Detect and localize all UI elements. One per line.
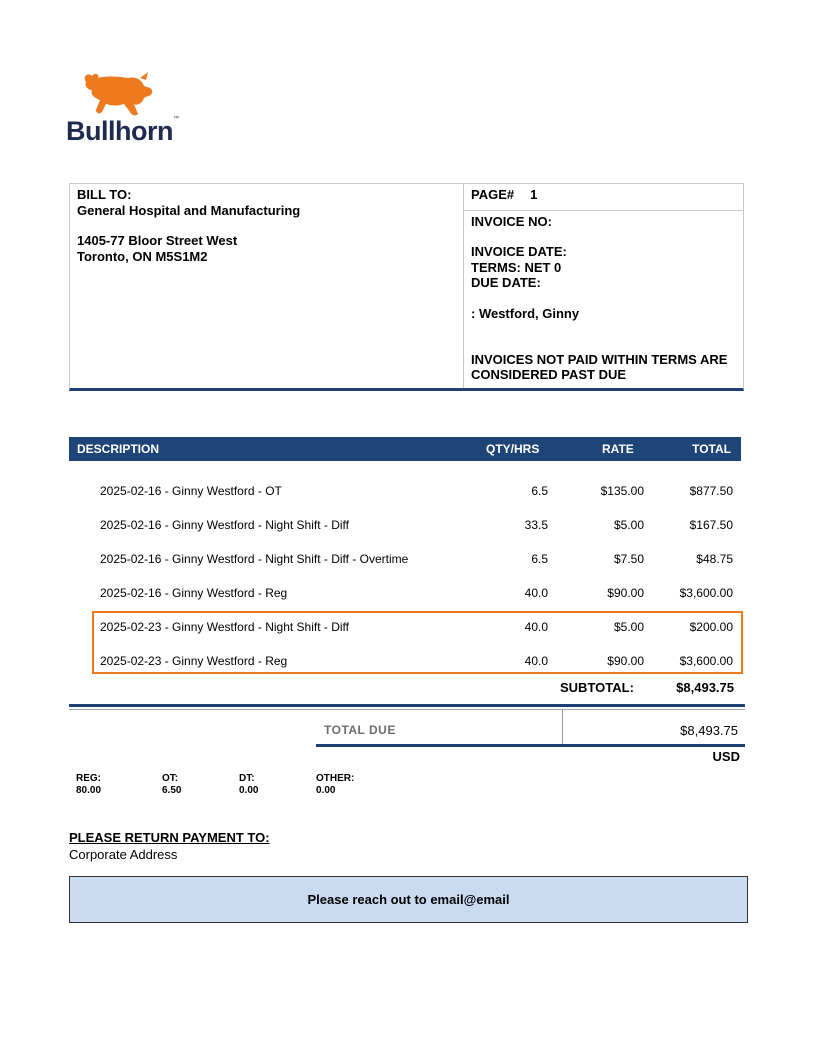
bill-info-box xyxy=(69,183,744,391)
header-qty: QTY/HRS xyxy=(486,442,540,456)
row-description: 2025-02-16 - Ginny Westford - OT xyxy=(100,484,282,498)
row-rate: $135.00 xyxy=(600,484,644,498)
past-due-notice-line2: CONSIDERED PAST DUE xyxy=(471,367,627,382)
row-rate: $90.00 xyxy=(607,654,644,668)
row-rate: $90.00 xyxy=(607,586,644,600)
hours-ot xyxy=(162,773,181,797)
total-due-label: TOTAL DUE xyxy=(316,709,563,746)
row-total: $3,600.00 xyxy=(679,586,733,600)
terms: TERMS: NET 0 xyxy=(471,260,562,275)
row-qty: 40.0 xyxy=(524,586,548,600)
hours-label: OT: xyxy=(162,773,179,784)
row-total: $167.50 xyxy=(689,518,733,532)
logo-wordmark: Bullhorn™ xyxy=(66,116,179,146)
row-qty: 40.0 xyxy=(524,620,548,634)
bill-to-address-line1: 1405-77 Bloor Street West xyxy=(77,233,238,248)
hours-value: 80.00 xyxy=(76,785,102,796)
table-row xyxy=(69,482,741,500)
bill-to-address-line2: Toronto, ON M5S1M2 xyxy=(77,249,208,264)
due-date-label: DUE DATE: xyxy=(471,275,541,290)
bill-to-label: BILL TO: xyxy=(77,187,132,202)
page-number-row xyxy=(464,184,743,211)
row-qty: 33.5 xyxy=(524,518,548,532)
divider xyxy=(316,744,745,747)
invoice-no-label: INVOICE NO: xyxy=(471,214,552,229)
invoice-info-section xyxy=(464,184,743,388)
table-row xyxy=(69,550,741,568)
trademark-mark: ™ xyxy=(172,116,179,122)
hours-other xyxy=(316,773,354,797)
row-qty: 40.0 xyxy=(524,654,548,668)
row-description: 2025-02-23 - Ginny Westford - Night Shift - Diff xyxy=(100,620,349,634)
company-logo xyxy=(66,68,186,148)
row-rate: $5.00 xyxy=(613,518,644,532)
row-description: 2025-02-23 - Ginny Westford - Reg xyxy=(100,654,288,668)
bill-to-section xyxy=(70,184,464,388)
subtotal-amount: $8,493.75 xyxy=(676,680,734,695)
hours-label: DT: xyxy=(239,773,255,784)
header-rate: RATE xyxy=(602,442,634,456)
row-description: 2025-02-16 - Ginny Westford - Night Shift - Diff xyxy=(100,518,349,532)
contact-footer: Please reach out to email@email xyxy=(69,876,748,923)
hours-value: 0.00 xyxy=(316,785,336,796)
page-label: PAGE# xyxy=(471,187,515,202)
table-row xyxy=(69,584,741,602)
line-items-header xyxy=(69,437,741,461)
bill-to-company: General Hospital and Manufacturing xyxy=(77,203,301,218)
invoice-date-label: INVOICE DATE: xyxy=(471,244,567,259)
hours-reg xyxy=(76,773,101,797)
contact-name: : Westford, Ginny xyxy=(471,306,580,321)
row-description: 2025-02-16 - Ginny Westford - Reg xyxy=(100,586,288,600)
row-rate: $7.50 xyxy=(613,552,644,566)
hours-label: REG: xyxy=(76,773,101,784)
total-due-amount: $8,493.75 xyxy=(680,723,738,738)
total-due-box xyxy=(316,709,745,746)
row-rate: $5.00 xyxy=(613,620,644,634)
row-description: 2025-02-16 - Ginny Westford - Night Shift - Diff - Overtime xyxy=(100,552,409,566)
payment-address: Corporate Address xyxy=(69,847,178,862)
hours-dt xyxy=(239,773,258,797)
header-total: TOTAL xyxy=(692,442,731,456)
bull-icon xyxy=(78,68,158,120)
divider xyxy=(69,704,745,707)
row-total: $200.00 xyxy=(689,620,733,634)
row-total: $877.50 xyxy=(689,484,733,498)
row-qty: 6.5 xyxy=(531,484,548,498)
payment-title: PLEASE RETURN PAYMENT TO: xyxy=(69,830,270,845)
hours-label: OTHER: xyxy=(316,773,355,784)
subtotal-label: SUBTOTAL: xyxy=(560,680,634,695)
currency-label: USD xyxy=(712,749,740,764)
past-due-notice-line1: INVOICES NOT PAID WITHIN TERMS ARE xyxy=(471,352,728,367)
hours-value: 6.50 xyxy=(162,785,182,796)
highlighted-rows-box xyxy=(92,611,743,674)
table-row xyxy=(69,516,741,534)
row-total: $3,600.00 xyxy=(679,654,733,668)
hours-value: 0.00 xyxy=(239,785,259,796)
row-qty: 6.5 xyxy=(531,552,548,566)
header-description: DESCRIPTION xyxy=(77,442,160,456)
page-number: 1 xyxy=(530,187,538,202)
row-total: $48.75 xyxy=(696,552,733,566)
